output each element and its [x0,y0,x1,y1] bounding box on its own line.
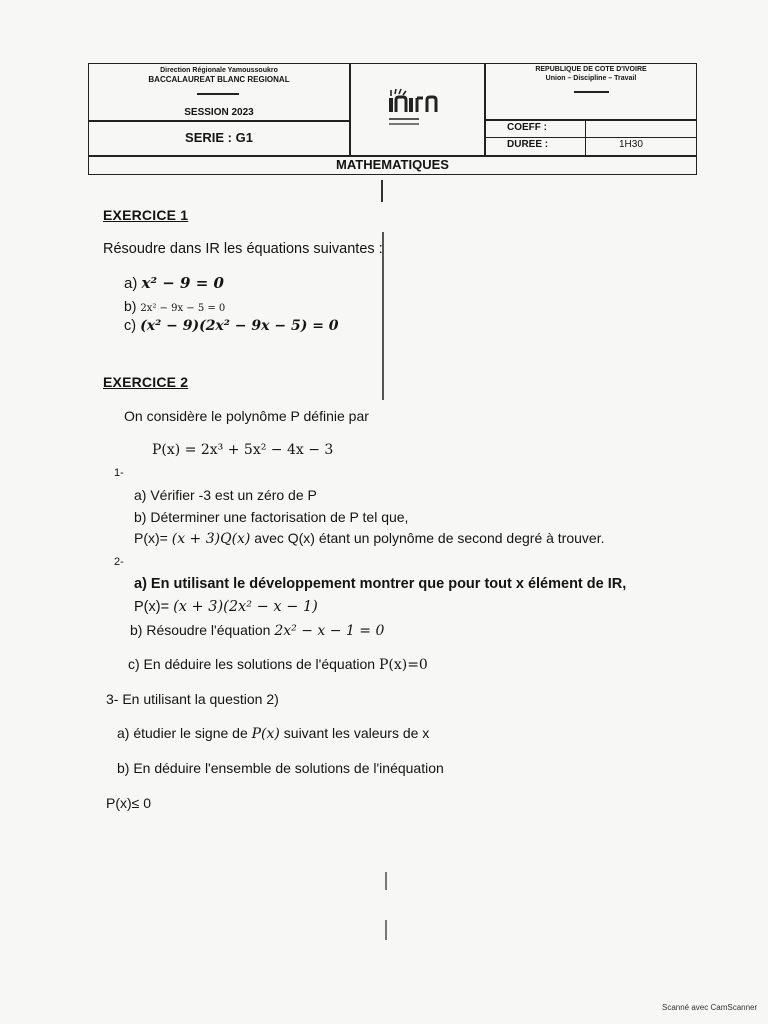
coeff-label: COEFF : [507,122,547,133]
ex1-item-c [124,318,339,334]
fold-mark [382,232,384,400]
q3a-eq: P(x) [251,726,280,742]
republic-name: REPUBLIQUE DE COTE D'IVOIRE [535,66,647,73]
ex1-item-c-eq: (x² − 9)(2x² − 9x − 5) = 0 [140,318,339,334]
exercice2-intro: On considère le polynôme P définie par [124,408,369,424]
q2c-text: c) En déduire les solutions de l'équation [128,656,379,672]
serie: SERIE : G1 [185,130,253,145]
ex1-item-a-label: a) [124,275,138,292]
polynome-p: P(x) = 2x³ + 5x² − 4x − 3 [152,442,334,458]
q2a: a) En utilisant le développement montrer que pour tout x élément de IR, [134,576,627,592]
q1a: a) Vérifier -3 est un zéro de P [134,487,317,503]
scanner-watermark: Scanné avec CamScanner [662,1003,758,1012]
q3: 3- En utilisant la question 2) [106,691,279,707]
q2a-equation [134,599,318,615]
fold-mark [381,180,383,202]
exercice1-title: EXERCICE 1 [103,207,189,223]
q3a [117,725,429,742]
q2b-eq: 2x² − x − 1 = 0 [274,623,385,639]
ex1-item-b [124,298,225,314]
q1b-eq-pre: P(x)= [134,530,172,546]
fold-mark [385,872,387,890]
q1b-equation [134,530,605,547]
subject-title: MATHEMATIQUES [336,157,449,172]
q3b-inequation: P(x)≤ 0 [106,795,152,811]
exercice2-title: EXERCICE 2 [103,374,189,390]
republic-motto: Union – Discipline – Travail [545,75,637,82]
exercice1-instruction: Résoudre dans IR les équations suivantes : [103,241,383,257]
q1b-eq-post: avec Q(x) étant un polynôme de second degré à trouver. [250,530,605,546]
q2c-eq: P(x)=0 [378,657,428,673]
q2b-text: b) Résoudre l'équation [130,622,275,638]
session: SESSION 2023 [184,107,254,118]
duree-label: DUREE : [507,139,549,150]
q3a-text: a) étudier le signe de [117,725,252,741]
q1b: b) Déterminer une factorisation de P tel que, [134,509,409,525]
drena-logo [387,88,447,134]
q2-number: 2- [114,556,124,568]
fold-mark [385,920,387,940]
ex1-item-a-eq: x² − 9 = 0 [141,274,224,292]
q3b: b) En déduire l'ensemble de solutions de l'inéquation [117,760,444,776]
q2a-eq-pre: P(x)= [134,599,174,615]
ex1-item-b-eq: 2x² − 9x − 5 = 0 [140,303,226,314]
direction-regionale: Direction Régionale Yamoussoukro [160,67,278,74]
exam-name: BACCALAUREAT BLANC REGIONAL [148,75,290,84]
q1-number: 1- [114,467,124,479]
duree-value: 1H30 [619,139,643,150]
ex1-item-b-label: b) [124,298,137,314]
q3a-post: suivant les valeurs de x [279,725,430,741]
ex1-item-c-label: c) [124,318,137,334]
q2b [130,622,384,639]
q2c [128,656,428,673]
header-table [88,63,697,175]
q1b-eq: (x + 3)Q(x) [171,531,251,547]
q2a-eq: (x + 3)(2x² − x − 1) [173,599,318,615]
ex1-item-a [124,274,224,292]
